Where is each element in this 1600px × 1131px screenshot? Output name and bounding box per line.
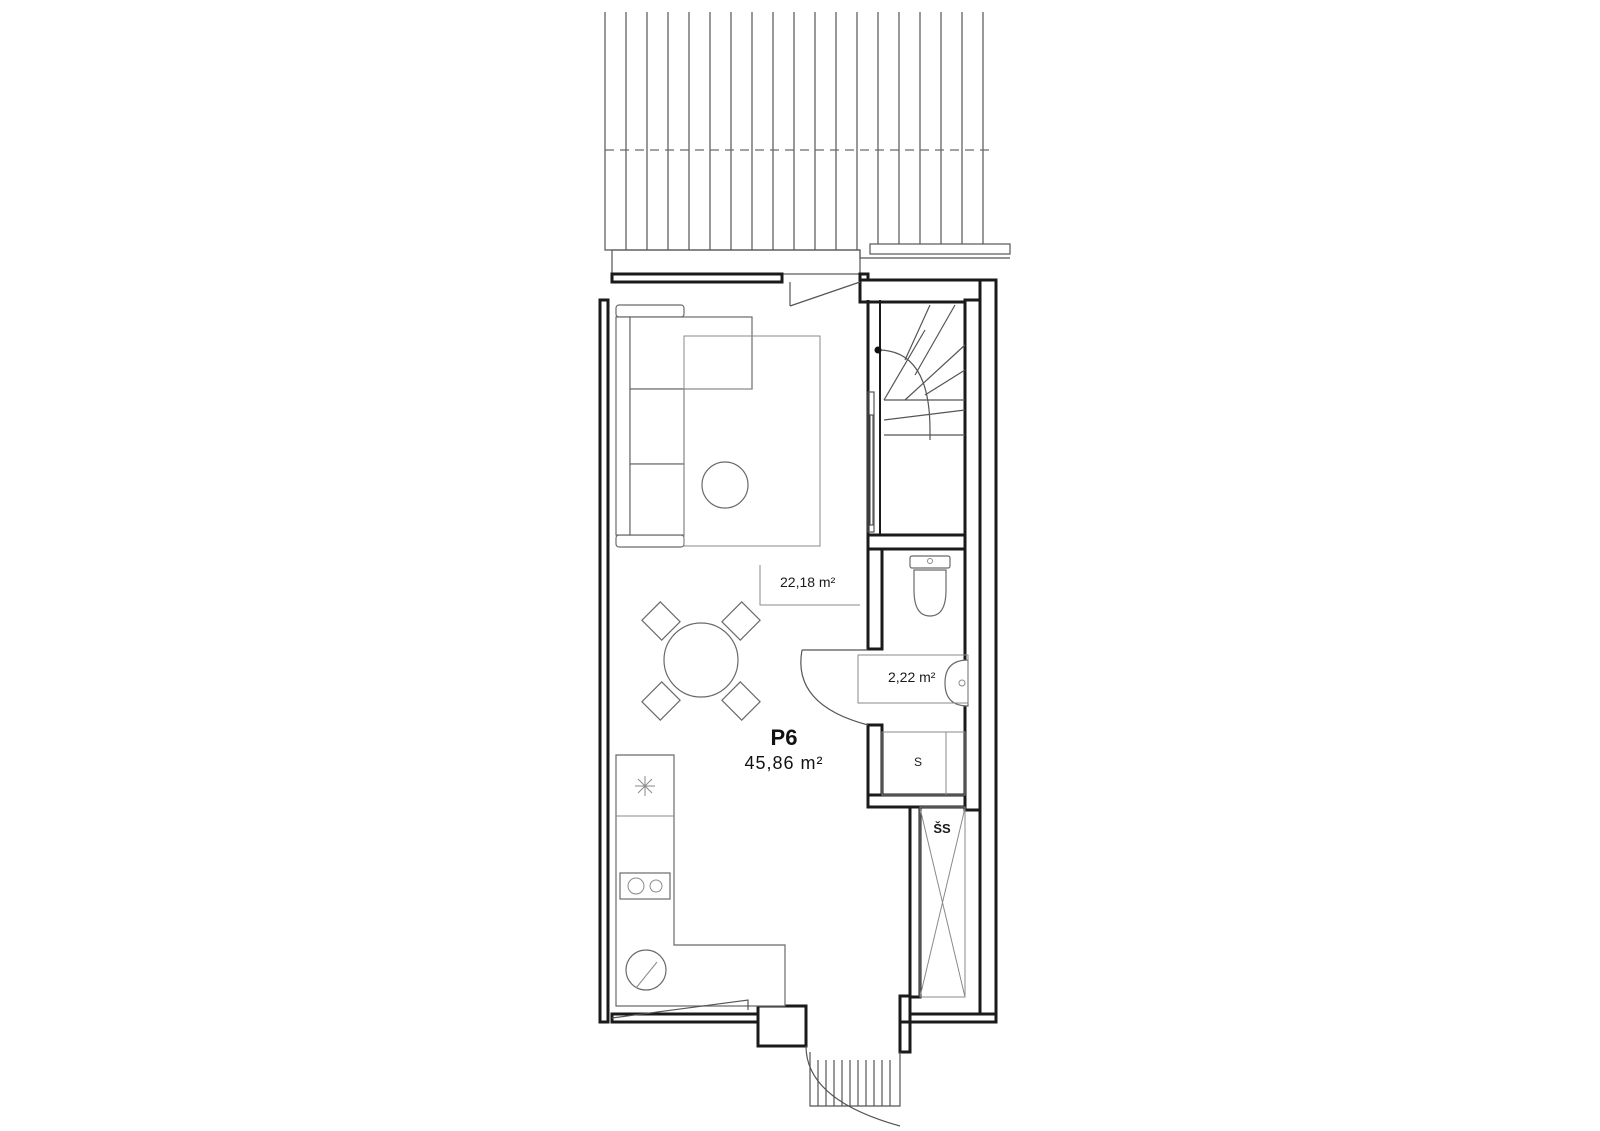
shaft-label: ŠS [933, 821, 951, 836]
unit-total-area: 45,86 m² [744, 753, 824, 773]
kitchen-counter [616, 755, 785, 1006]
terrace-decking [605, 12, 1010, 274]
entrance-steps [810, 1052, 900, 1106]
staircase [868, 305, 965, 532]
interior-walls [868, 300, 980, 997]
toilet [910, 556, 950, 616]
unit-name: P6 [770, 725, 798, 750]
dining-set [642, 602, 760, 720]
bathroom-area-label: 2,22 m² [888, 669, 936, 685]
storage-label: S [913, 755, 923, 769]
storage-closet [882, 732, 965, 795]
living-area-label: 22,18 m² [780, 574, 836, 590]
coffee-table [702, 462, 748, 508]
